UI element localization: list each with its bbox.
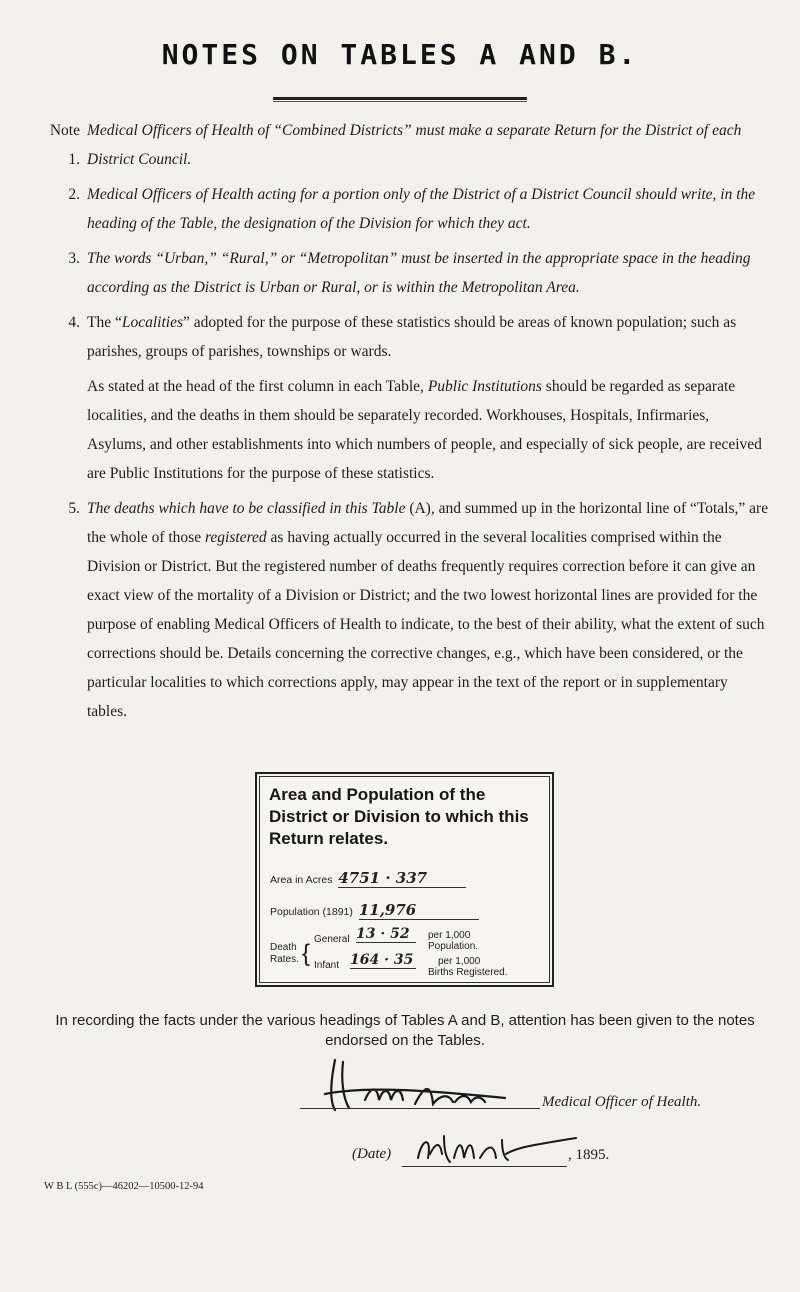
rates-label: Rates. (270, 954, 299, 965)
area-population-box (255, 772, 554, 987)
note-text: Medical Officers of Health acting for a portion only of the District of a District Council should write, in the heading of the Table, the designation of the Division for which they act. (87, 186, 756, 232)
page-title: NOTES ON TABLES A AND B. (161, 38, 639, 71)
note-5 (44, 494, 770, 726)
population-value: 11,976 (359, 901, 479, 920)
signature-line (300, 1108, 540, 1109)
note-4 (44, 308, 770, 488)
note-3 (44, 244, 770, 302)
population-label: Population (1891) (270, 906, 353, 918)
note-1 (44, 116, 770, 174)
note-text: Medical Officers of Health of “Combined Districts” must make a separate Return for the District of each District Council. (87, 122, 742, 168)
population-row (270, 901, 479, 920)
general-unit-2: Population. (428, 941, 479, 952)
infant-rate-value: 164 · 35 (350, 952, 416, 969)
printer-line: W B L (555c)—46202—10500-12-94 (44, 1181, 204, 1192)
general-label: General (314, 934, 350, 945)
note-number: 5. (68, 500, 80, 517)
area-value: 4751 · 337 (338, 869, 466, 888)
note-number: 3. (68, 250, 80, 267)
note-text: The “Localities” adopted for the purpose of these statistics should be areas of known population; such as parishes, groups of parishes, townships or wards. (87, 314, 737, 360)
date-handwriting (410, 1128, 580, 1168)
recording-statement: In recording the facts under the various headings of Tables A and B, attention has been given to the notes endorsed on the Tables. (55, 1012, 755, 1049)
note-text: The deaths which have to be classified in this Table (A), and summed up in the horizontal line of “Totals,” are the whole of those registered as having actually occurred in the several localities comprised within the Division or District. But the registered number of deaths frequently requires correction before it can give an exact view of the mortality of a Division or District; and the two lowest horizontal lines are provided for the purpose of enabling Medical Officers of Health to indicate, to the best of their ability, what the extent of such corrections should be. Details concerning the corrective changes, e.g., which have been considered, or the particular localities to which corrections apply, may appear in the text of the report or in supplementary tables. (87, 500, 769, 720)
area-row (270, 869, 466, 888)
general-rate-value: 13 · 52 (356, 926, 416, 943)
signature-label: Medical Officer of Health. (542, 1094, 702, 1110)
infant-unit: per 1,000 (438, 956, 481, 967)
note-number: Note 1. (49, 122, 80, 168)
note-text: The words “Urban,” “Rural,” or “Metropolitan” must be inserted in the appropriate space in the heading according as the District is Urban or Rural, or is within the Metropolitan Area. (87, 250, 751, 296)
date-line (402, 1166, 567, 1167)
year-text: , 1895. (568, 1147, 610, 1163)
area-label: Area in Acres (270, 874, 333, 886)
infant-label: Infant (314, 960, 340, 971)
brace-glyph: { (302, 940, 311, 967)
signature-handwriting (305, 1050, 535, 1120)
note-2 (44, 180, 770, 238)
note-paragraph: As stated at the head of the first column in each Table, Public Institutions should be regarded as separate localities, and the deaths in them should be separately recorded. Workhouses, Hospitals, Infirmaries, Asylums, and other establishments into which numbers of people, and especially of sick people, are received are Public Institutions for the purpose of these statistics. (87, 378, 762, 482)
title-rule (273, 97, 527, 102)
general-unit: per 1,000 (428, 930, 471, 941)
notes-list (44, 116, 770, 726)
death-rates (270, 926, 542, 980)
box-heading: Area and Population of the District or Division to which this Return relates. (269, 785, 529, 848)
death-label: Death (270, 942, 297, 953)
note-number: 4. (68, 314, 80, 331)
note-number: 2. (68, 186, 80, 203)
infant-unit-2: Births Registered. (428, 967, 508, 978)
date-label: (Date) (352, 1146, 392, 1162)
